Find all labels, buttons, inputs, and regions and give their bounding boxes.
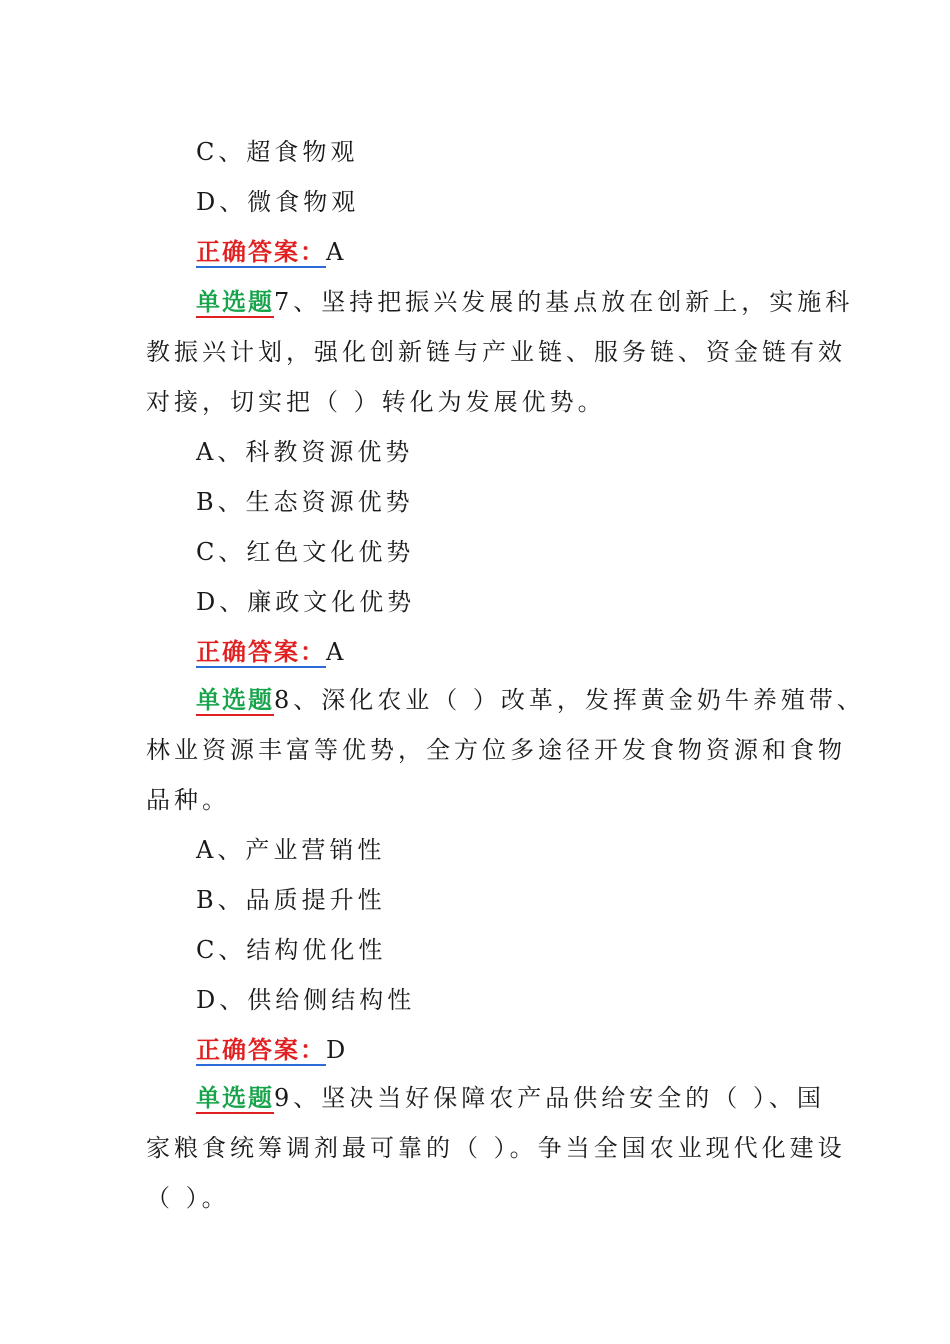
- answer-label: 正确答案：: [196, 637, 326, 666]
- option-c: C、结构优化性: [196, 936, 387, 964]
- question-7-line-2: 教振兴计划，强化创新链与产业链、服务链、资金链有效: [146, 338, 846, 366]
- answer-row: [196, 636, 347, 668]
- question-9-line-1: [196, 1082, 825, 1114]
- question-9-line-3: （ ）。: [146, 1184, 230, 1212]
- option-a: A、科教资源优势: [196, 438, 414, 466]
- answer-row: [196, 1034, 349, 1066]
- question-text: 8、深化农业（ ）改革，发挥黄金奶牛养殖带、: [274, 686, 865, 714]
- option-d: D、微食物观: [196, 188, 360, 216]
- option-a: A、产业营销性: [196, 836, 386, 864]
- answer-label: 正确答案：: [196, 237, 326, 266]
- option-b: B、品质提升性: [196, 886, 386, 914]
- question-type-label: 单选题: [196, 685, 274, 714]
- answer-value: A: [326, 638, 348, 666]
- answer-label: 正确答案：: [196, 1035, 326, 1064]
- answer-row: [196, 236, 347, 268]
- question-type-label: 单选题: [196, 1083, 274, 1112]
- question-7-line-3: 对接，切实把（ ）转化为发展优势。: [146, 388, 606, 416]
- question-text: 7、坚持把振兴发展的基点放在创新上，实施科: [274, 288, 854, 316]
- option-c: C、红色文化优势: [196, 538, 415, 566]
- answer-value: A: [326, 238, 348, 266]
- question-type-label: 单选题: [196, 287, 274, 316]
- option-b: B、生态资源优势: [196, 488, 414, 516]
- question-8-line-1: [196, 684, 865, 716]
- question-8-line-2: 林业资源丰富等优势，全方位多途径开发食物资源和食物: [146, 736, 846, 764]
- question-text: 9、坚决当好保障农产品供给安全的（ ）、国: [274, 1084, 825, 1112]
- option-d: D、廉政文化优势: [196, 588, 416, 616]
- question-9-line-2: 家粮食统筹调剂最可靠的（ ）。争当全国农业现代化建设: [146, 1134, 846, 1162]
- option-c: C、超食物观: [196, 138, 359, 166]
- question-8-line-3: 品种。: [146, 786, 230, 814]
- answer-value: D: [326, 1036, 350, 1064]
- question-7-line-1: [196, 286, 853, 318]
- option-d: D、供给侧结构性: [196, 986, 416, 1014]
